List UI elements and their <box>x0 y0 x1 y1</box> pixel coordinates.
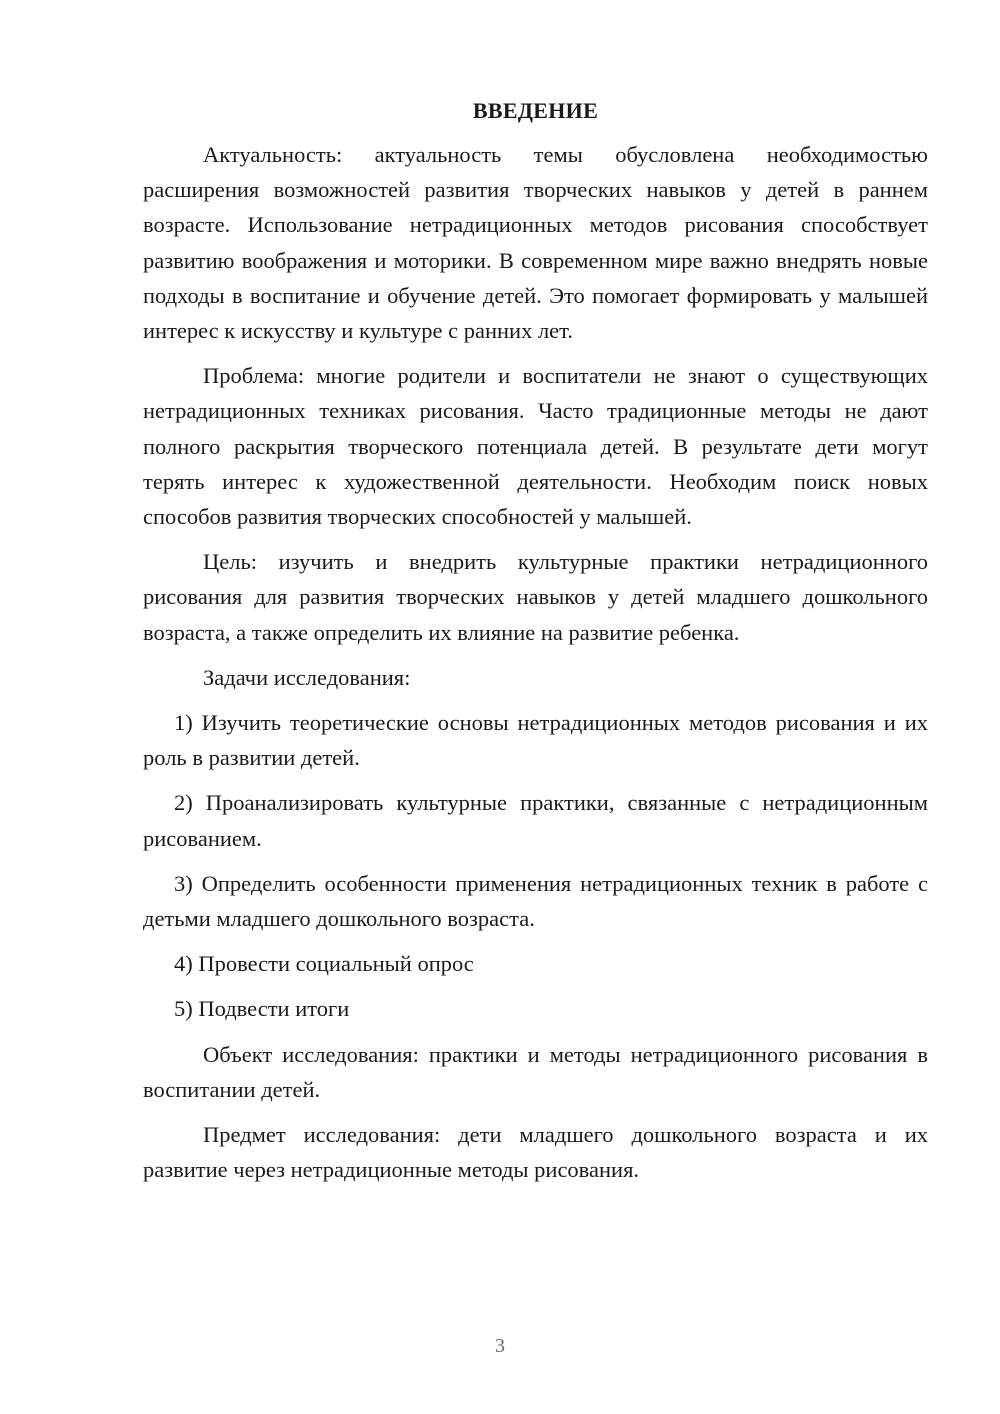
research-subject-paragraph: Предмет исследования: дети младшего дошкольного возраста и их развитие через нетрадиционные методы рисования. <box>143 1122 928 1183</box>
page-number: 3 <box>495 1335 505 1357</box>
research-object-paragraph: Объект исследования: практики и методы нетрадиционного рисования в воспитании детей. <box>143 1041 928 1102</box>
task-item-5: 5) Подвести итоги <box>174 996 350 1022</box>
problem-paragraph: Проблема: многие родители и воспитатели не знают о существующих нетрадиционных техниках рисования. Часто традиционные методы не дают полного раскрытия творческого потенциала детей. В результате дети могут терять интерес к художественной деятельности. Необходим поиск новых способов развития творческих способностей у малышей. <box>143 363 928 530</box>
goal-paragraph: Цель: изучить и внедрить культурные практики нетрадиционного рисования для развития творческих навыков у детей младшего дошкольного возраста, а также определить их влияние на развитие ребенка. <box>143 549 928 645</box>
task-item-1: 1) Изучить теоретические основы нетрадиционных методов рисования и их роль в развитии детей. <box>143 710 928 771</box>
task-item-2: 2) Проанализировать культурные практики, связанные с нетрадиционным рисованием. <box>143 790 928 851</box>
document-page <box>143 96 928 1197</box>
relevance-paragraph: Актуальность: актуальность темы обусловлена необходимостью расширения возможностей развития творческих навыков у детей в раннем возрасте. Использование нетрадиционных методов рисования способствует развитию воображения и моторики. В современном мире важно внедрять новые подходы в воспитание и обучение детей. Это помогает формировать у малышей интерес к искусству и культуре с ранних лет. <box>143 142 928 344</box>
task-item-3: 3) Определить особенности применения нетрадиционных техник в работе с детьми младшего дошкольного возраста. <box>143 870 928 932</box>
page-title: ВВЕДЕНИЕ <box>472 98 599 123</box>
task-item-4: 4) Провести социальный опрос <box>174 951 474 977</box>
tasks-heading: Задачи исследования: <box>203 664 411 690</box>
